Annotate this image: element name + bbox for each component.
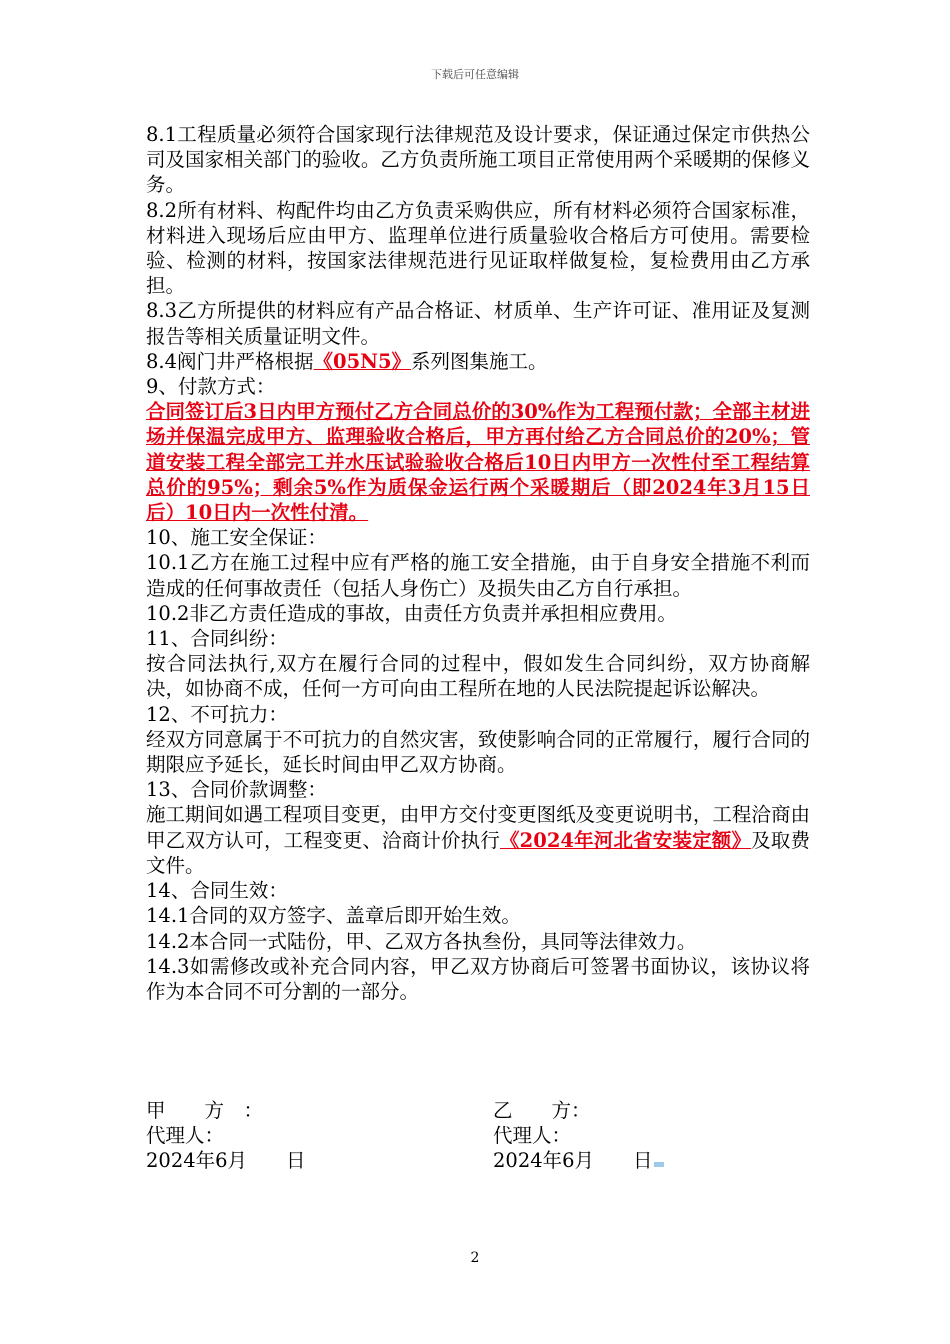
standard-reference-05n5: 《05N5》 [313, 349, 412, 373]
page-header: 下载后可任意编辑 [431, 68, 519, 81]
clause-8-4 [146, 349, 810, 374]
clause-10-2: 10.2非乙方责任造成的事故，由责任方负责并承担相应费用。 [146, 601, 677, 625]
party-a-agent-label: 代理人： [146, 1124, 225, 1148]
clause-8-2: 8.2所有材料、构配件均由乙方负责采购供应，所有材料必须符合国家标准，材料进入现场后应由甲方、监理单位进行质量验收合格后方可使用。需要检验、检测的材料，按国家法律规范进行见证取样做复检，复检费用由乙方承担。 [146, 198, 810, 298]
clause-13-tail: 及取费文件。 [146, 828, 810, 877]
clause-8-4-text: 8.4阀门井严格根据 [146, 349, 314, 373]
party-b-agent-label: 代理人： [493, 1124, 572, 1148]
page-number: 2 [470, 1250, 480, 1266]
party-b-label: 乙 方： [493, 1099, 591, 1122]
cursor-mark [654, 1162, 664, 1167]
clause-14-2: 14.2本合同一式陆份，甲、乙双方各执叁份，具同等法律效力。 [146, 929, 697, 953]
clause-10-1: 10.1乙方在施工过程中应有严格的施工安全措施，由于自身安全措施不利而造成的任何事故责任（包括人身伤亡）及损失由乙方自行承担。 [146, 551, 810, 600]
clause-13 [146, 802, 810, 878]
payment-terms-highlight: 合同签订后3日内甲方预付乙方合同总价的30%作为工程预付款；全部主材进场并保温完成甲方、监理验收合格后，甲方再付给乙方合同总价的20%；管道安装工程全部完工并水压试验验收合格后10日内甲方一次性付至工程结算总价的95%；剩余5%作为质保金运行两个采暖期后（即2024年3月15日后）10日内一次性付清。 [146, 400, 810, 525]
standard-reference-quota: 《2024年河北省安装定额》 [500, 828, 752, 852]
party-a-label: 甲 方 ： [146, 1099, 264, 1122]
section-heading-12: 12、不可抗力： [146, 702, 288, 726]
clause-14-3: 14.3如需修改或补充合同内容，甲乙双方协商后可签署书面协议，该协议将作为本合同不可分割的一部分。 [146, 954, 810, 1003]
party-a-signature [146, 1098, 306, 1174]
clause-11: 按合同法执行,双方在履行合同的过程中，假如发生合同纠纷，双方协商解决，如协商不成，任何一方可向由工程所在地的人民法院提起诉讼解决。 [146, 652, 810, 701]
section-heading-14: 14、合同生效： [146, 879, 288, 903]
clause-8-1: 8.1工程质量必须符合国家现行法律规范及设计要求，保证通过保定市供热公司及国家相关部门的验收。乙方负责所施工项目正常使用两个采暖期的保修义务。 [146, 123, 810, 197]
signature-block [146, 1098, 810, 1178]
clause-8-3: 8.3乙方所提供的材料应有产品合格证、材质单、生产许可证、准用证及复测报告等相关质量证明文件。 [146, 299, 810, 348]
section-heading-11: 11、合同纠纷： [146, 627, 288, 651]
clause-14-1: 14.1合同的双方签字、盖章后即开始生效。 [146, 904, 521, 928]
party-b-date-row [493, 1148, 664, 1173]
section-heading-13: 13、合同价款调整： [146, 778, 327, 802]
clause-13-text: 施工期间如遇工程项目变更，由甲方交付变更图纸及变更说明书，工程洽商由甲乙双方认可，工程变更、洽商计价执行 [146, 803, 810, 852]
section-heading-10: 10、施工安全保证： [146, 526, 327, 550]
party-a-date: 2024年6月 日 [146, 1149, 306, 1173]
party-b-date: 2024年6月 日 [493, 1149, 653, 1173]
clause-12: 经双方同意属于不可抗力的自然灾害，致使影响合同的正常履行，履行合同的期限应予延长，延长时间由甲乙双方协商。 [146, 727, 810, 777]
contract-body [146, 122, 810, 1004]
party-b-signature [493, 1098, 664, 1174]
section-heading-9: 9、付款方式： [146, 375, 276, 399]
clause-8-4-tail: 系列图集施工。 [411, 349, 548, 373]
